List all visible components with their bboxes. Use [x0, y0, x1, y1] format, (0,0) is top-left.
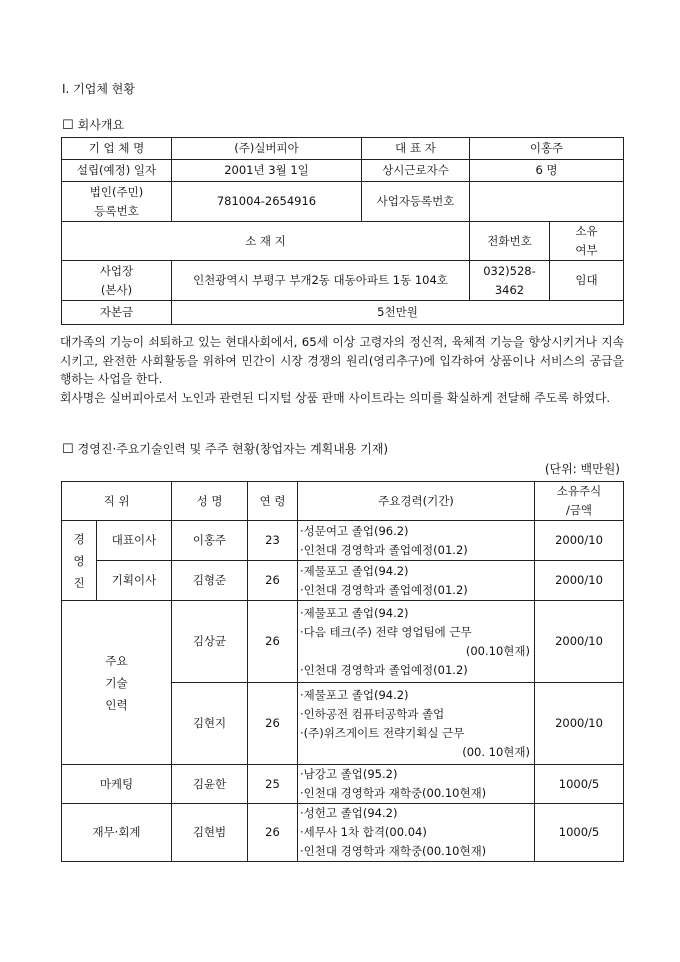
company-overview-heading — [62, 116, 124, 133]
ceo-value: 이홍주 — [470, 138, 624, 160]
company-overview-table — [61, 137, 624, 325]
biz-reg-value — [470, 182, 624, 222]
company-name-label: 기 업 체 명 — [62, 138, 172, 160]
ownership-value: 임대 — [550, 261, 624, 301]
age-cell: 26 — [248, 561, 298, 601]
career-line: ·인천대 경영학과 졸업예정(01.2) — [300, 662, 468, 677]
shares-header-line: 소유주식 — [556, 484, 602, 498]
career-header: 주요경력(기간) — [298, 482, 535, 521]
management-group-label — [62, 521, 97, 601]
tech-group-line: 기술 — [105, 675, 128, 690]
career-cell — [298, 683, 535, 765]
career-line: ·제물포고 졸업(94.2) — [300, 563, 409, 578]
corp-reg-label-line: 법인(주민) — [89, 184, 144, 199]
unit-label: (단위: 백만원) — [544, 462, 620, 476]
career-line: ·인천대 경영학과 재학중(00.10현재) — [300, 786, 487, 800]
age-cell: 26 — [248, 804, 298, 862]
age-cell: 25 — [248, 765, 298, 804]
tech-group-label — [62, 601, 172, 765]
marketing-label: 마케팅 — [62, 765, 172, 804]
office-label-line: 사업장 — [99, 263, 134, 278]
corp-reg-label-line: 등록번호 — [94, 203, 139, 218]
ceo-label: 대 표 자 — [362, 138, 470, 160]
location-header: 소 재 지 — [62, 222, 470, 261]
company-description — [60, 333, 624, 407]
corp-reg-value: 781004-2654916 — [172, 182, 362, 222]
name-cell: 김상균 — [172, 601, 248, 683]
founded-value: 2001년 3월 1일 — [172, 160, 362, 182]
office-label-line: (본사) — [100, 282, 133, 297]
role-cell: 대표이사 — [97, 521, 172, 561]
name-header: 성 명 — [172, 482, 248, 521]
name-cell: 김현범 — [172, 804, 248, 862]
shares-header — [535, 482, 624, 521]
management-group-char: 경 — [73, 531, 85, 546]
role-cell: 기획이사 — [97, 561, 172, 601]
management-group-char: 영 — [73, 553, 85, 568]
finance-label: 재무·회계 — [62, 804, 172, 862]
office-label — [62, 261, 172, 301]
founded-label: 설립(예정) 일자 — [62, 160, 172, 182]
section-title: I. 기업체 현황 — [62, 82, 135, 96]
tech-group-line: 주요 — [105, 653, 128, 668]
name-cell: 김현지 — [172, 683, 248, 765]
career-line: ·인천대 경영학과 졸업예정(01.2) — [300, 542, 468, 557]
career-line: ·남강고 졸업(95.2) — [300, 767, 398, 781]
name-cell: 이홍주 — [172, 521, 248, 561]
phone-value: 032)528-3462 — [470, 261, 550, 301]
shares-header-line: /금액 — [565, 503, 593, 517]
career-line: ·(주)위즈게이트 전략기획실 근무 — [300, 725, 465, 740]
name-cell: 김윤한 — [172, 765, 248, 804]
shares-cell: 2000/10 — [535, 561, 624, 601]
address-value: 인천광역시 부평구 부개2동 대동아파트 1동 104호 — [172, 261, 470, 301]
career-cell — [298, 804, 535, 862]
career-line: ·다음 테크(주) 전략 영업팀에 근무 — [300, 624, 472, 639]
career-line: ·제물포고 졸업(94.2) — [300, 605, 409, 620]
biz-reg-label: 사업자등록번호 — [362, 182, 470, 222]
shares-cell: 1000/5 — [535, 804, 624, 862]
career-line: ·성헌고 졸업(94.2) — [300, 806, 398, 820]
description-paragraph: 회사명은 실버피아로서 노인과 관련된 디지털 상품 판매 사이트라는 의미를 확실하게 전달해 주도록 하였다. — [60, 390, 611, 405]
ownership-header — [550, 222, 624, 261]
capital-value: 5천만원 — [172, 301, 624, 325]
shares-cell: 2000/10 — [535, 521, 624, 561]
career-line: (00.10현재) — [465, 643, 530, 658]
ownership-header-line: 여부 — [575, 243, 598, 257]
employees-value: 6 명 — [470, 160, 624, 182]
career-line: ·인천대 경영학과 재학중(00.10현재) — [300, 844, 487, 858]
career-line: ·성문여고 졸업(96.2) — [300, 523, 409, 538]
career-cell — [298, 601, 535, 683]
staff-heading — [62, 440, 388, 457]
capital-label: 자본금 — [62, 301, 172, 325]
staff-heading-label: 경영진·주요기술인력 및 주주 현황(창업자는 계획내용 기재) — [77, 442, 389, 456]
checkbox-square-icon: ☐ — [62, 118, 74, 133]
staff-table — [61, 481, 624, 862]
employees-label: 상시근로자수 — [362, 160, 470, 182]
position-header: 직 위 — [62, 482, 172, 521]
checkbox-square-icon: ☐ — [62, 442, 74, 457]
career-line: (00. 10현재) — [462, 744, 530, 759]
name-cell: 김형준 — [172, 561, 248, 601]
career-cell — [298, 521, 535, 561]
shares-cell: 2000/10 — [535, 683, 624, 765]
ownership-header-line: 소유 — [575, 224, 598, 238]
career-cell — [298, 561, 535, 601]
tech-group-line: 인력 — [105, 697, 128, 712]
management-group-char: 진 — [73, 575, 85, 590]
phone-header: 전화번호 — [470, 222, 550, 261]
age-cell: 26 — [248, 683, 298, 765]
career-line: ·세무사 1차 합격(00.04) — [300, 825, 427, 839]
career-line: ·인천대 경영학과 졸업예정(01.2) — [300, 582, 468, 597]
company-overview-label: 회사개요 — [77, 118, 125, 132]
age-header: 연 령 — [248, 482, 298, 521]
career-cell — [298, 765, 535, 804]
corp-reg-label — [62, 182, 172, 222]
description-paragraph: 대가족의 기능이 쇠퇴하고 있는 현대사회에서, 65세 이상 고령자의 정신적, 육체적 기능을 향상시키거나 지속시키고, 완전한 사회활동을 위하여 민간이 시장 경쟁의 원리(영리추구)에 입각하여 상품이나 서비스의 공급을 행하는 사업을 한다. — [60, 335, 624, 386]
company-name-value: (주)실버피아 — [172, 138, 362, 160]
career-line: ·인하공전 컴퓨터공학과 졸업 — [300, 706, 445, 721]
career-line: ·제물포고 졸업(94.2) — [300, 687, 409, 702]
shares-cell: 1000/5 — [535, 765, 624, 804]
age-cell: 26 — [248, 601, 298, 683]
age-cell: 23 — [248, 521, 298, 561]
shares-cell: 2000/10 — [535, 601, 624, 683]
